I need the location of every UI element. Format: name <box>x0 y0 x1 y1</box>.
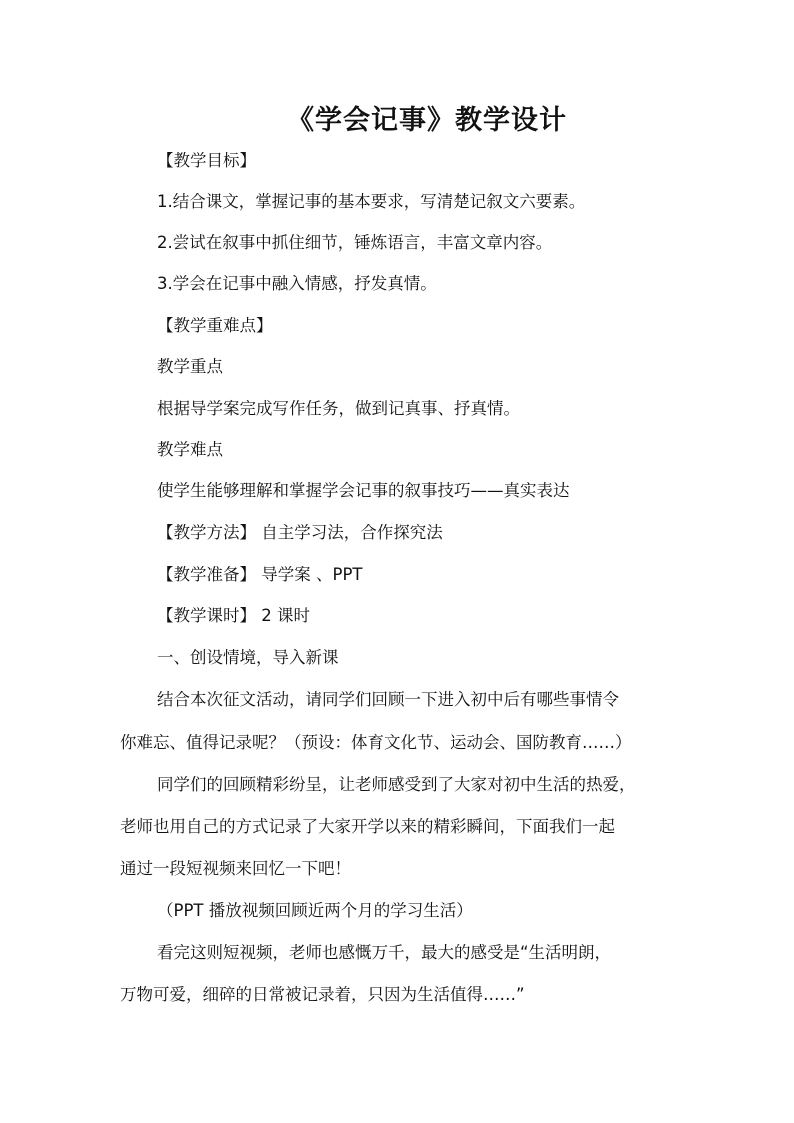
paragraph-1-line-2: 你难忘、值得记录呢？（预设：体育文化节、运动会、国防教育……） <box>120 733 632 752</box>
document-title: 《学会记事》教学设计 <box>287 105 567 136</box>
key-points-heading: 【教学重难点】 <box>157 316 273 335</box>
difficulty-label: 教学难点 <box>157 440 223 459</box>
teaching-prep-line: 【教学准备】 导学案 、PPT <box>157 565 363 584</box>
key-point-text: 根据导学案完成写作任务，做到记真事、抒真情。 <box>157 399 520 418</box>
teaching-hours-line: 【教学课时】 2 课时 <box>157 606 310 625</box>
goal-item-3: 3.学会在记事中融入情感，抒发真情。 <box>157 274 437 293</box>
goal-item-1: 1.结合课文，掌握记事的基本要求，写清楚记叙文六要素。 <box>157 192 586 211</box>
paragraph-2-line-1: 同学们的回顾精彩纷呈，让老师感受到了大家对初中生活的热爱， <box>157 775 636 794</box>
paragraph-2-line-3: 通过一段短视频来回忆一下吧！ <box>120 859 351 878</box>
paragraph-1-line-1: 结合本次征文活动，请同学们回顾一下进入初中后有哪些事情令 <box>157 690 619 709</box>
section-1-heading: 一、创设情境，导入新课 <box>157 648 339 667</box>
teaching-method-line: 【教学方法】 自主学习法，合作探究法 <box>157 523 443 542</box>
paragraph-2-line-2: 老师也用自己的方式记录了大家开学以来的精彩瞬间，下面我们一起 <box>120 817 615 836</box>
goals-heading: 【教学目标】 <box>157 151 256 170</box>
key-point-label: 教学重点 <box>157 357 223 376</box>
paragraph-3: （PPT 播放视频回顾近两个月的学习生活） <box>157 901 473 920</box>
difficulty-text: 使学生能够理解和掌握学会记事的叙事技巧——真实表达 <box>157 481 570 500</box>
goal-item-2: 2.尝试在叙事中抓住细节，锤炼语言，丰富文章内容。 <box>157 233 553 252</box>
paragraph-4-line-2: 万物可爱，细碎的日常被记录着，只因为生活值得……” <box>120 985 525 1004</box>
paragraph-4-line-1: 看完这则短视频，老师也感慨万千，最大的感受是“生活明朗， <box>157 943 612 962</box>
